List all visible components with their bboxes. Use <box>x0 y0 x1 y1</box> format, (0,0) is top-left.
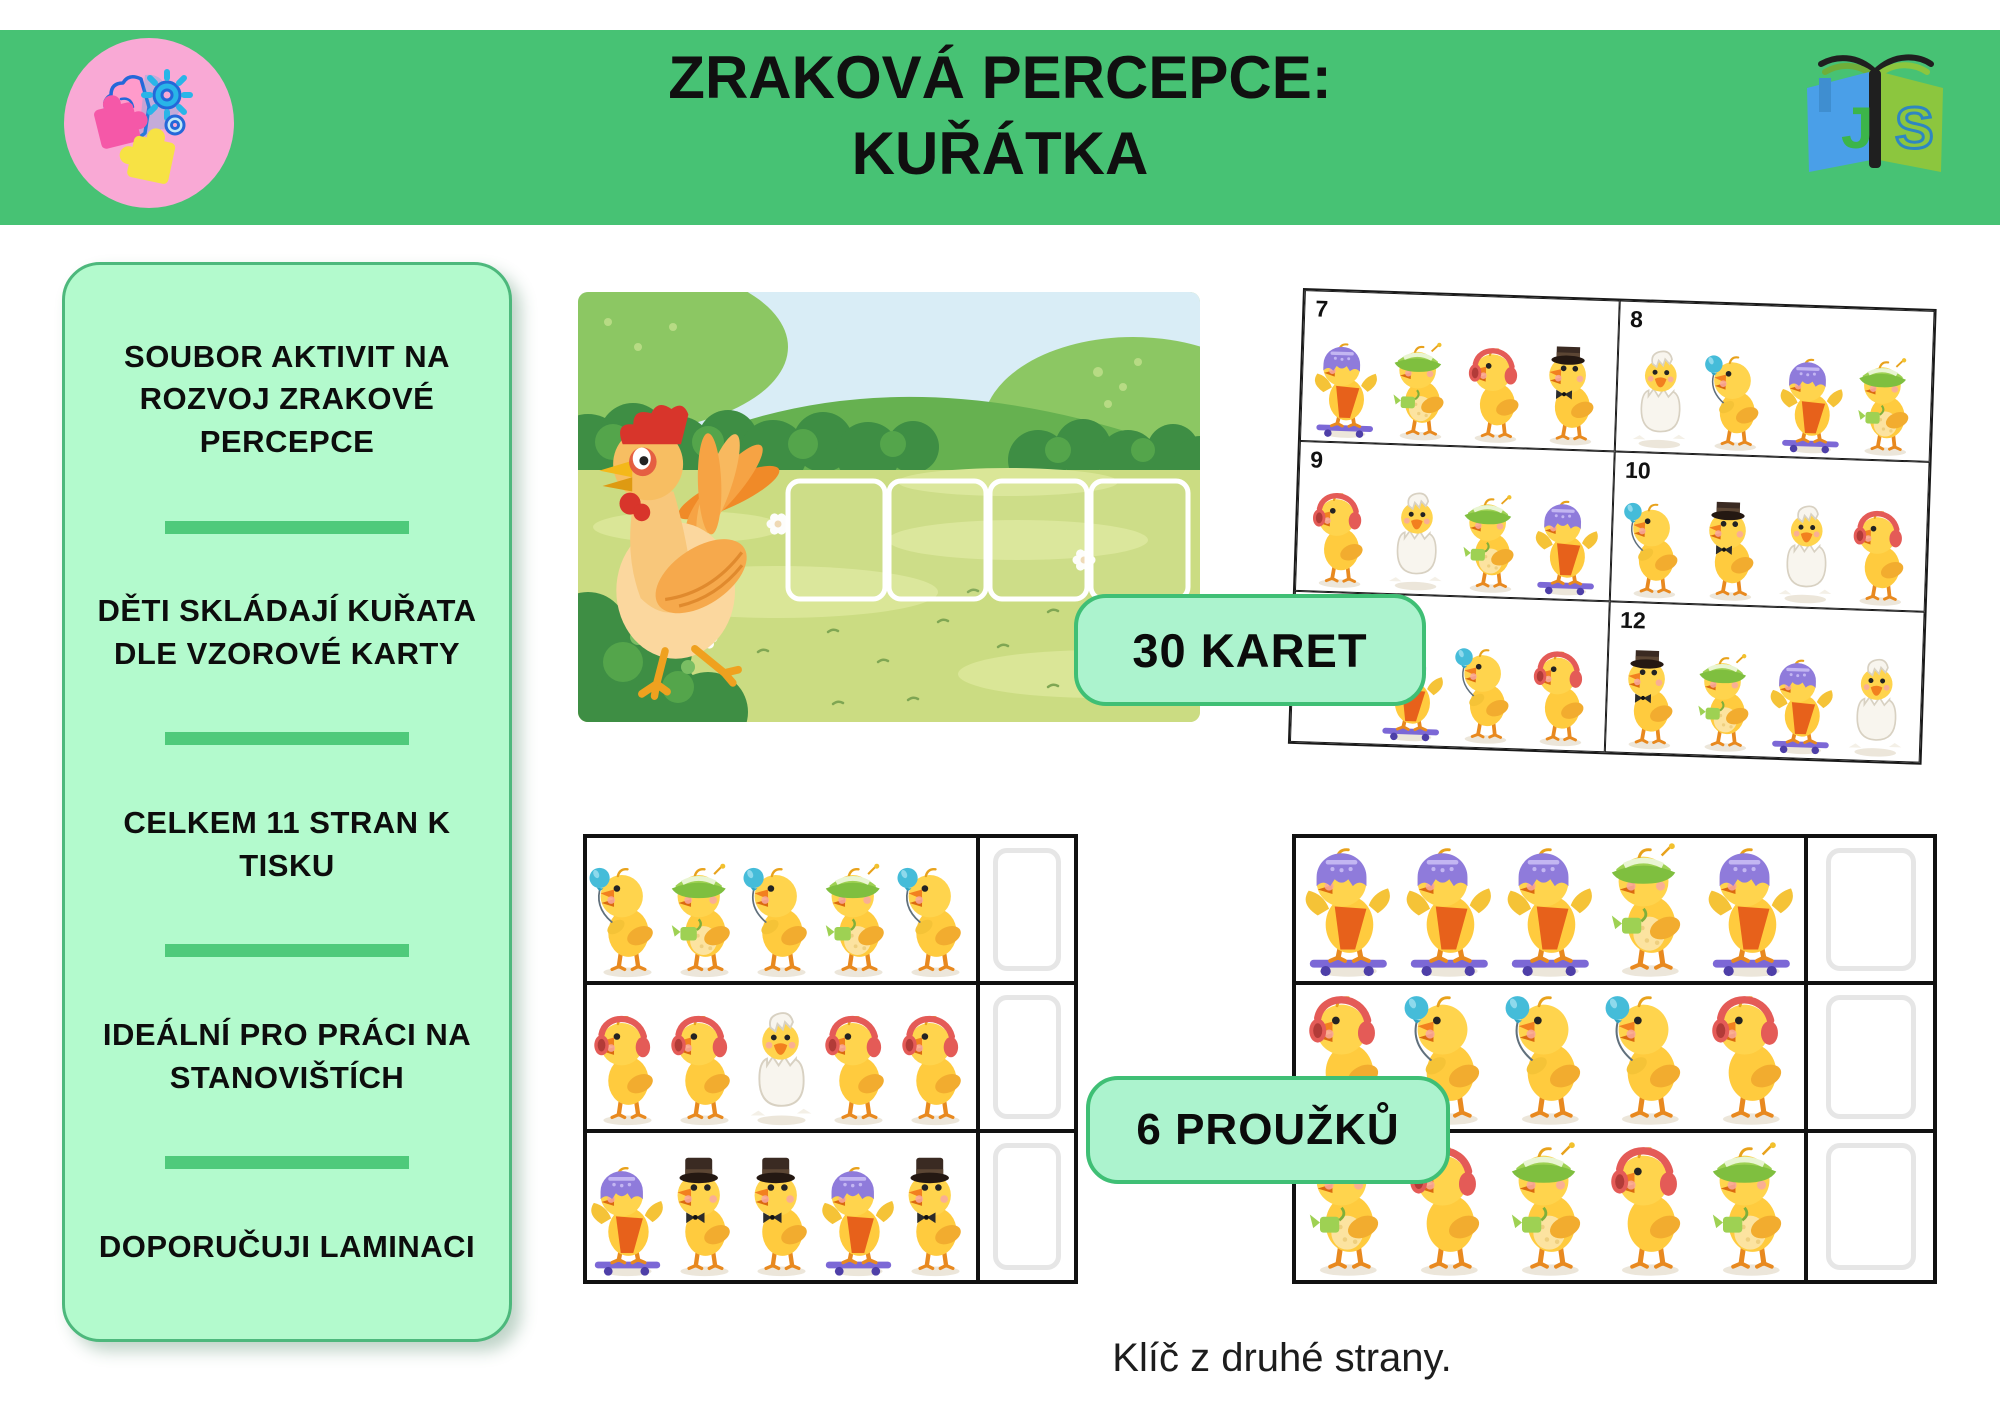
chick-helmet-skate <box>1500 843 1601 979</box>
brain-puzzle-logo-icon <box>63 37 235 209</box>
chick-helmet-skate <box>1298 843 1399 979</box>
chick-helmet-skate-icon <box>1404 843 1495 979</box>
chick-balloon <box>897 851 974 979</box>
chick-balloon-icon <box>1621 499 1691 601</box>
footer-note: Klíč z druhé strany. <box>1112 1336 1452 1380</box>
chick-egg-icon <box>1626 349 1696 451</box>
strip-left-row <box>587 838 1074 985</box>
chick-helmet-skate-icon <box>589 1150 666 1278</box>
sidebar <box>62 262 512 1342</box>
sidebar-divider <box>165 521 409 534</box>
strips-panel-right <box>1292 834 1937 1284</box>
chick-headphones <box>1846 466 1918 609</box>
strip-chicks <box>587 1133 976 1280</box>
chick-hat-can <box>1701 1142 1802 1278</box>
chick-hat-can <box>1851 315 1923 458</box>
answer-slot-column <box>976 985 1074 1128</box>
strip-chicks <box>587 985 976 1128</box>
chick-headphones-icon <box>1605 1142 1696 1278</box>
chick-egg-icon <box>743 999 820 1127</box>
chick-balloon-icon <box>1452 644 1522 746</box>
chick-headphones <box>666 999 743 1127</box>
answer-slot-column <box>1804 838 1933 981</box>
chick-hat-can-icon <box>1387 341 1457 443</box>
chick-egg <box>1771 463 1843 606</box>
page-title-line2: KUŘÁTKA <box>851 120 1149 187</box>
empty-slot <box>1826 1143 1916 1270</box>
chick-hat-can-icon <box>1505 1142 1596 1278</box>
chick-egg <box>1841 617 1913 760</box>
chick-top-hat-icon <box>897 1150 974 1278</box>
empty-slot <box>1826 995 1916 1118</box>
chick-top-hat <box>666 1150 743 1278</box>
answer-slot-column <box>976 838 1074 981</box>
chick-headphones-icon <box>1462 343 1532 445</box>
chick-hat-can <box>666 851 743 979</box>
empty-slot <box>1826 848 1916 971</box>
chick-egg <box>743 999 820 1127</box>
chick-balloon <box>1451 604 1523 747</box>
chick-hat-can <box>820 851 897 979</box>
chick-top-hat <box>1537 305 1609 448</box>
chick-helmet-skate-icon <box>820 1150 897 1278</box>
chick-headphones <box>897 999 974 1127</box>
chick-hat-can-icon <box>1457 494 1527 596</box>
chick-hat-can-icon <box>666 851 743 979</box>
logo-letter-s: S <box>1895 96 1934 161</box>
chick-helmet-skate-icon <box>1532 496 1602 598</box>
chick-egg-icon <box>1382 491 1452 593</box>
chick-headphones <box>1461 302 1533 445</box>
chick-headphones-icon <box>1527 647 1597 749</box>
sidebar-item: DOPORUČUJI LAMINACI <box>98 1228 476 1264</box>
strips-count-badge: 6 PROUŽKŮ <box>1086 1076 1450 1184</box>
sample-card <box>1300 290 1620 451</box>
strip-chicks <box>587 838 976 981</box>
chick-top-hat <box>743 1150 820 1278</box>
chick-helmet-skate-icon <box>1303 843 1394 979</box>
chick-top-hat-icon <box>1537 346 1607 448</box>
chick-headphones <box>1527 606 1599 749</box>
sidebar-item: DĚTI SKLÁDAJÍ KUŘATA DLE VZOROVÉ KARTY <box>97 593 477 671</box>
chick-top-hat-icon <box>1616 650 1686 752</box>
strips-panel-left <box>583 834 1078 1284</box>
chick-top-hat <box>1696 461 1768 604</box>
sidebar-divider <box>165 732 409 745</box>
chick-top-hat-icon <box>743 1150 820 1278</box>
empty-slot <box>1091 481 1188 599</box>
empty-slot <box>788 481 885 599</box>
empty-slot <box>993 995 1061 1118</box>
chick-headphones <box>589 999 666 1127</box>
chick-balloon-icon <box>743 851 820 979</box>
chick-top-hat <box>897 1150 974 1278</box>
chick-top-hat-icon <box>666 1150 743 1278</box>
js-book-logo-icon <box>1795 48 1955 188</box>
chick-hat-can-icon <box>1691 652 1761 754</box>
chick-balloon <box>1600 991 1701 1127</box>
chick-hat-can-icon <box>820 851 897 979</box>
sample-card <box>1615 301 1935 462</box>
chick-egg-icon <box>1772 504 1842 606</box>
sample-card <box>1605 602 1925 763</box>
chick-headphones <box>820 999 897 1127</box>
chick-headphones-icon <box>589 999 666 1127</box>
card-number: 7 <box>1314 295 1329 322</box>
chick-balloon <box>589 851 666 979</box>
chick-balloon-icon <box>897 851 974 979</box>
chick-balloon-icon <box>1701 351 1771 453</box>
chick-balloon <box>1500 991 1601 1127</box>
sidebar-divider <box>165 1156 409 1169</box>
chick-balloon <box>1701 310 1773 453</box>
chick-headphones-icon <box>1306 489 1376 591</box>
sidebar-item: CELKEM 11 STRAN K TISKU <box>123 804 451 883</box>
sidebar-item: SOUBOR AKTIVIT NA ROZVOJ ZRAKOVÉ PERCEPCE <box>124 338 450 460</box>
empty-slot <box>990 481 1087 599</box>
chick-helmet-skate-icon <box>1311 338 1381 440</box>
card-number: 9 <box>1309 446 1324 473</box>
chick-helmet-skate <box>1399 843 1500 979</box>
chick-helmet-skate-icon <box>1777 354 1847 456</box>
strip-right-row <box>1296 838 1933 985</box>
chick-balloon-icon <box>1605 991 1696 1127</box>
cards-count-badge: 30 KARET <box>1074 594 1426 706</box>
chick-headphones-icon <box>1706 991 1797 1127</box>
chick-balloon <box>743 851 820 979</box>
empty-slot <box>993 1143 1061 1270</box>
chick-balloon-icon <box>589 851 666 979</box>
chick-headphones-icon <box>897 999 974 1127</box>
chick-hat-can-icon <box>1706 1142 1797 1278</box>
page-title <box>0 40 2000 192</box>
chick-balloon-icon <box>1505 991 1596 1127</box>
answer-slot-column <box>976 1133 1074 1280</box>
card-number: 8 <box>1629 305 1644 333</box>
chick-hat-can <box>1691 612 1763 755</box>
chick-hat-can <box>1386 300 1458 443</box>
sidebar-divider <box>165 944 409 957</box>
chick-egg <box>1381 450 1453 593</box>
chick-helmet-skate-icon <box>1706 843 1797 979</box>
chick-helmet-skate <box>589 1150 666 1278</box>
page-title-line1: ZRAKOVÁ PERCEPCE: <box>668 44 1332 111</box>
chick-hat-can-icon <box>1605 843 1696 979</box>
chick-helmet-skate <box>1776 313 1848 456</box>
chick-helmet-skate <box>1532 455 1604 598</box>
chick-headphones <box>1600 1142 1701 1278</box>
sample-card <box>1610 451 1930 612</box>
chick-helmet-skate-icon <box>1505 843 1596 979</box>
chick-helmet-skate <box>820 1150 897 1278</box>
sidebar-item: IDEÁLNÍ PRO PRÁCI NA STANOVIŠTÍCH <box>102 1016 472 1095</box>
strip-left-row <box>587 1133 1074 1280</box>
chick-hat-can <box>1600 843 1701 979</box>
chick-hat-can <box>1456 453 1528 596</box>
card-number: 10 <box>1624 456 1652 484</box>
chick-hat-can <box>1500 1142 1601 1278</box>
chick-hat-can-icon <box>1852 356 1922 458</box>
empty-slot <box>993 848 1061 971</box>
chick-headphones-icon <box>1847 507 1917 609</box>
strip-left-row <box>587 985 1074 1132</box>
chick-egg-icon <box>1842 657 1912 759</box>
chick-top-hat-icon <box>1696 502 1766 604</box>
chick-helmet-skate <box>1766 614 1838 757</box>
answer-slot-column <box>1804 1133 1933 1280</box>
chick-headphones-icon <box>666 999 743 1127</box>
sample-card <box>1295 441 1615 602</box>
strip-chicks <box>1296 838 1804 981</box>
answer-slot-column <box>1804 985 1933 1128</box>
chick-helmet-skate <box>1701 843 1802 979</box>
chick-headphones <box>1701 991 1802 1127</box>
chick-helmet-skate-icon <box>1767 655 1837 757</box>
logo-letter-j: J <box>1841 96 1874 161</box>
chick-headphones-icon <box>820 999 897 1127</box>
card-number: 12 <box>1619 607 1647 634</box>
empty-slot <box>889 481 986 599</box>
